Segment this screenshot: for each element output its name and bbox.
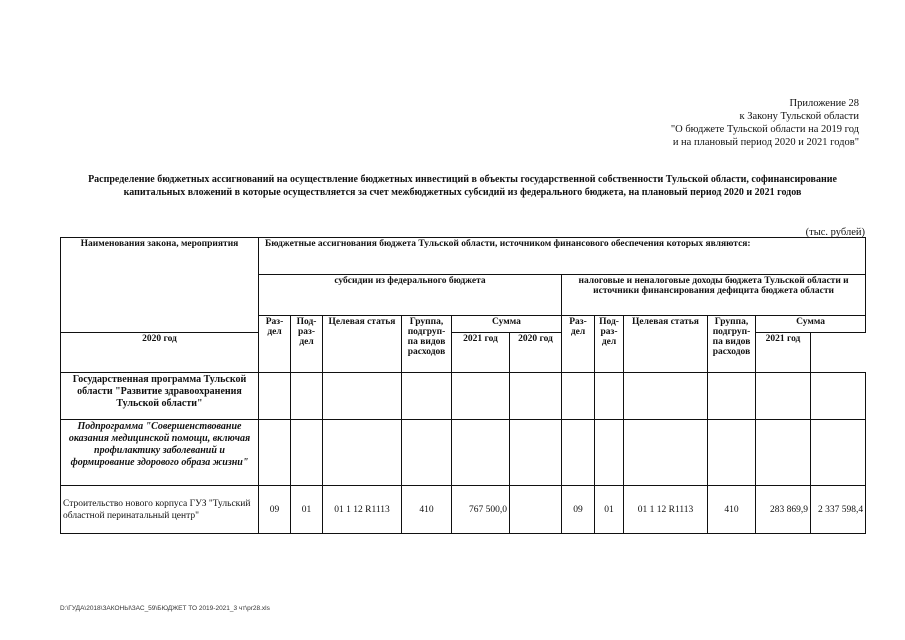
left-razdel: 09 — [259, 486, 291, 534]
right-razdel: 09 — [562, 486, 595, 534]
program-name: Государственная программа Тульской области "Развитие здравоохранения Тульской области" — [61, 373, 259, 420]
right-sum-2021: 2 337 598,4 — [811, 486, 866, 534]
appendix-line-1: Приложение 28 — [789, 98, 859, 109]
left-2021-header: 2021 год — [452, 333, 510, 373]
appendix-line-4: и на плановый период 2020 и 2021 годов" — [672, 137, 859, 148]
right-group: 410 — [708, 486, 756, 534]
right-target: 01 1 12 R1113 — [624, 486, 708, 534]
allocations-header: Бюджетные ассигнования бюджета Тульской области, источником финансового обеспечения которых являются: — [259, 238, 866, 275]
subprogram-row — [61, 420, 866, 486]
appendix-line-3: "О бюджете Тульской области на 2019 год — [670, 124, 859, 135]
left-target: 01 1 12 R1113 — [323, 486, 402, 534]
units-label: (тыс. рублей) — [805, 227, 865, 238]
document-title: Распределение бюджетных ассигнований на осуществление бюджетных инвестиций в объекты государственной собственности Тульской области, софинансирование капитальных вложений в которые осуществляется за счет межбюджетных субсидий из федерального бюджета, на плановый период 2020 и 2021 годов — [88, 174, 837, 198]
name-column-header: Наименования закона, мероприятия — [61, 238, 259, 333]
right-sum-2020: 283 869,9 — [756, 486, 811, 534]
appendix-header — [671, 97, 859, 149]
file-path-footer: D:\ГУДА\2018\ЗАКОНЫ\ЗАС_59\БЮДЖЕТ ТО 2019-2021_3 чт\pr28.xls — [60, 605, 270, 612]
left-sum-2020: 767 500,0 — [452, 486, 510, 534]
header-row-1 — [61, 238, 866, 275]
appendix-line-2: к Закону Тульской области — [739, 111, 859, 122]
left-2020-header: 2020 год — [61, 333, 259, 373]
item-name: Строительство нового корпуса ГУЗ "Тульский областной перинатальный центр" — [61, 486, 259, 534]
table-row — [61, 486, 866, 534]
right-group-header: Группа, подгруп- па видов расходов — [708, 316, 756, 373]
left-razdel-header: Раз- дел — [259, 316, 291, 373]
left-podrazdel-header: Под- раз- дел — [291, 316, 323, 373]
left-group: 410 — [402, 486, 452, 534]
right-razdel-header: Раз- дел — [562, 316, 595, 373]
federal-subsidies-header: субсидии из федерального бюджета — [259, 275, 562, 316]
right-podrazdel-header: Под- раз- дел — [595, 316, 624, 373]
left-sum-2021 — [510, 486, 562, 534]
right-sum-header: Сумма — [756, 316, 866, 333]
left-target-header: Целевая статья — [323, 316, 402, 373]
left-group-header: Группа, подгруп- па видов расходов — [402, 316, 452, 373]
left-podrazdel: 01 — [291, 486, 323, 534]
right-2021-header: 2021 год — [756, 333, 811, 373]
subprogram-name: Подпрограмма "Совершенствование оказания медицинской помощи, включая профилактику заболеваний и формирование здорового образа жизни" — [61, 420, 259, 486]
left-sum-header: Сумма — [452, 316, 562, 333]
right-2020-header: 2020 год — [510, 333, 562, 373]
right-podrazdel: 01 — [595, 486, 624, 534]
program-row — [61, 373, 866, 420]
right-target-header: Целевая статья — [624, 316, 708, 373]
regional-revenues-header: налоговые и неналоговые доходы бюджета Тульской области и источники финансирования дефицита бюджета области — [562, 275, 866, 316]
budget-table — [60, 237, 866, 534]
